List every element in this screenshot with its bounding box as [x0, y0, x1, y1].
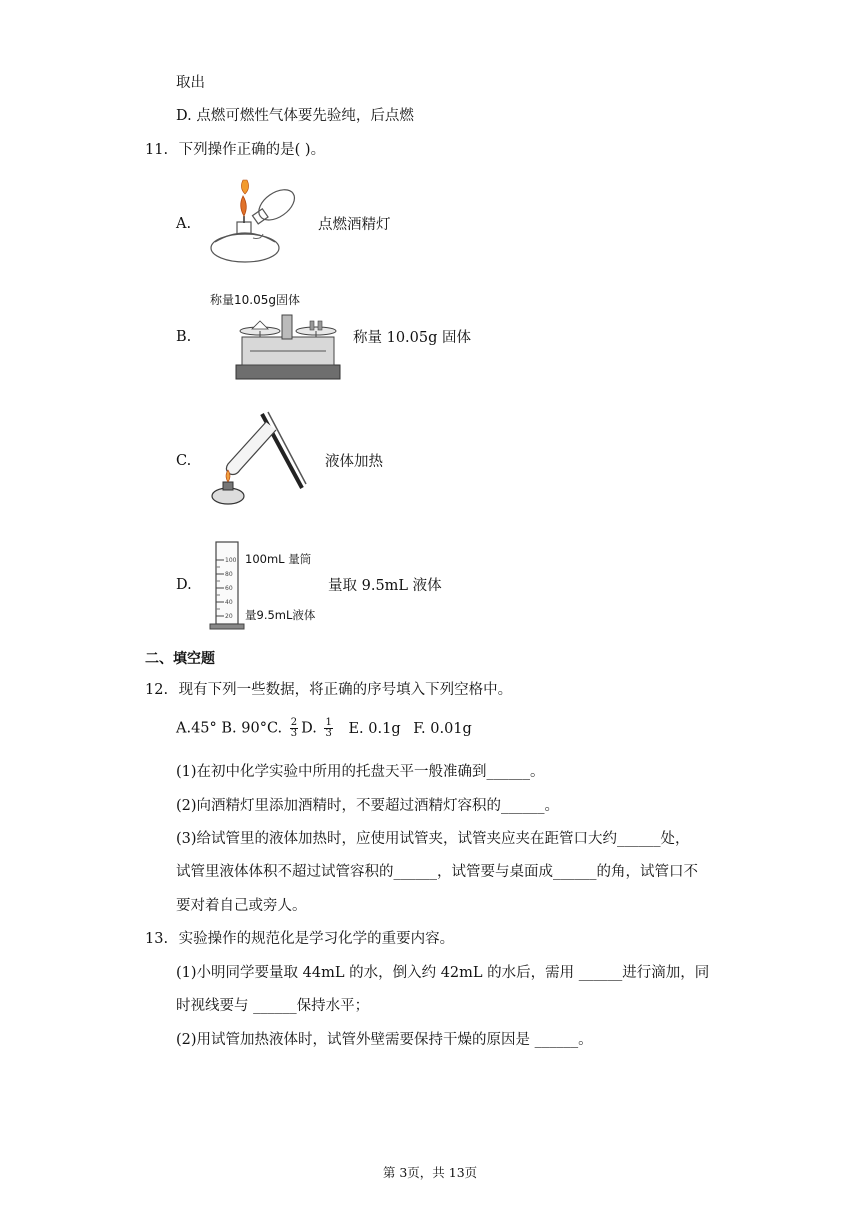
- q13-line-2: 时视线要与 ______保持水平；: [176, 998, 370, 1014]
- balance-figure: [232, 307, 344, 381]
- option-c-letter: C.: [176, 453, 192, 469]
- prev-question-option-d: D. 点燃可燃性气体要先验纯，后点燃: [176, 108, 414, 124]
- alcohol-lamp-lighting-figure: [205, 176, 305, 268]
- cylinder-tick-label: 40: [225, 599, 233, 606]
- choice-c-fraction: $\frac{2}{3}$: [290, 717, 298, 739]
- q12-line-2: (2)向酒精灯里添加酒精时，不要超过酒精灯容积的______。: [176, 798, 560, 814]
- question-13: [145, 929, 454, 949]
- choice-b: B. 90°C.: [221, 720, 283, 737]
- question-number: 12.: [145, 682, 169, 698]
- question-stem: 实验操作的规范化是学习化学的重要内容。: [178, 931, 455, 947]
- q12-line-5: 要对着自己或旁人。: [176, 898, 307, 914]
- q13-line-1: (1)小明同学要量取 44mL 的水，倒入约 42mL 的水后，需用 ______进行滴加，同: [176, 965, 710, 981]
- question-stem: 下列操作正确的是( )。: [178, 142, 326, 158]
- question-number: 11.: [145, 142, 169, 158]
- choice-d-label: D.: [301, 720, 317, 737]
- option-a-caption: 点燃酒精灯: [318, 217, 391, 233]
- option-d-letter: D.: [176, 577, 192, 593]
- balance-figure-label: 称量10.05g固体: [210, 293, 300, 307]
- cylinder-tick-label: 100: [225, 557, 237, 564]
- option-a-letter: A.: [176, 216, 192, 232]
- choice-d-fraction: $\frac{1}{3}$: [325, 717, 332, 739]
- choice-e: E. 0.1g: [348, 720, 401, 737]
- question-12: [145, 680, 512, 700]
- cylinder-tick-label: 80: [225, 571, 233, 578]
- question-stem: 现有下列一些数据，将正确的序号填入下列空格中。: [178, 682, 513, 698]
- liquid-heating-figure: [206, 408, 314, 510]
- graduated-cylinder-figure: [206, 538, 246, 632]
- q12-line-3: (3)给试管里的液体加热时，应使用试管夹，试管夹应夹在距管口大约______处，: [176, 831, 690, 847]
- prev-question-continuation: 取出: [176, 75, 205, 91]
- q12-line-1: (1)在初中化学实验中所用的托盘天平一般准确到______。: [176, 764, 545, 780]
- q12-choices: [176, 718, 472, 739]
- option-c-caption: 液体加热: [325, 454, 383, 470]
- question-11: [145, 140, 325, 160]
- q12-line-4: 试管里液体体积不超过试管容积的______，试管要与桌面成______的角，试管口不: [176, 864, 698, 880]
- choice-a: A.45°: [176, 720, 217, 737]
- section-title: 二、填空题: [145, 651, 215, 667]
- cylinder-label-bottom: 量9.5mL液体: [245, 608, 316, 622]
- cylinder-tick-label: 60: [225, 585, 233, 592]
- cylinder-label-top: 100mL 量筒: [245, 552, 312, 566]
- q13-line-3: (2)用试管加热液体时，试管外壁需要保持干燥的原因是 ______。: [176, 1032, 593, 1048]
- cylinder-tick-label: 20: [225, 613, 233, 620]
- option-d-caption: 量取 9.5mL 液体: [328, 578, 442, 594]
- page-footer: 第 3页，共 13页: [382, 1165, 478, 1180]
- option-b-letter: B.: [176, 329, 192, 345]
- choice-f: F. 0.01g: [413, 720, 472, 737]
- question-number: 13.: [145, 931, 169, 947]
- option-b-caption: 称量 10.05g 固体: [353, 330, 472, 346]
